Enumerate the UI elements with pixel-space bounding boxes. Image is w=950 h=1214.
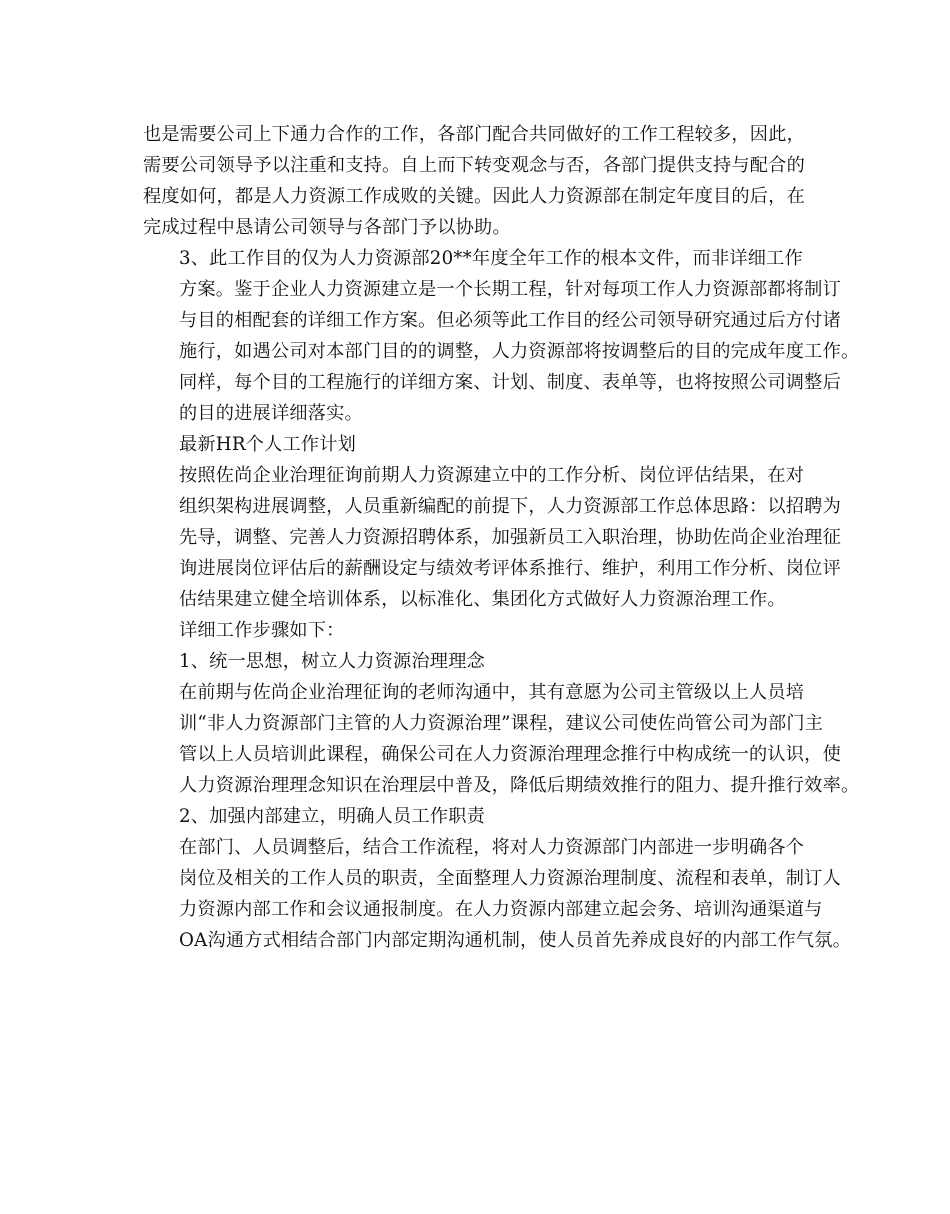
text-line: 2、加强内部建立，明确人员工作职责 — [179, 806, 485, 827]
step-heading-1 — [143, 646, 828, 677]
text-line: 需要公司领导予以注重和支持。自上而下转变观念与否，各部门提供支持与配合的 — [143, 155, 805, 176]
text-line: 3、此工作目的仅为人力资源部20**年度全年工作的根本文件，而非详细工作 — [179, 248, 803, 269]
text-line: 与目的相配套的详细工作方案。但必须等此工作目的经公司领导研究通过后方付诸 — [179, 310, 841, 331]
text-line: 在前期与佐尚企业治理征询的老师沟通中，其有意愿为公司主管级以上人员培 — [179, 682, 805, 703]
step-heading-2 — [143, 801, 828, 832]
text-line: 按照佐尚企业治理征询前期人力资源建立中的工作分析、岗位评估结果，在对 — [179, 465, 805, 486]
text-line: 同样，每个目的工程施行的详细方案、计划、制度、表单等，也将按照公司调整后 — [179, 372, 841, 393]
paragraph-continuation — [143, 119, 828, 243]
paragraph-step-2 — [143, 832, 852, 956]
text-line: 先导，调整、完善人力资源招聘体系，加强新员工入职治理，协助佐尚企业治理征 — [179, 527, 841, 548]
text-line: 训“非人力资源部门主管的人力资源治理”课程，建议公司使佐尚管公司为部门主 — [179, 713, 824, 734]
text-line: 也是需要公司上下通力合作的工作，各部门配合共同做好的工作工程较多，因此， — [143, 124, 805, 145]
paragraph-overview — [143, 460, 841, 615]
text-line: 人力资源治理理念知识在治理层中普及，降低后期绩效推行的阻力、提升推行效率。 — [179, 775, 860, 796]
text-line: 岗位及相关的工作人员的职责，全面整理人力资源治理制度、流程和表单，制订人 — [179, 868, 841, 889]
text-line: 组织架构进展调整，人员重新编配的前提下，人力资源部工作总体思路：以招聘为 — [179, 496, 841, 517]
section-heading — [143, 429, 828, 460]
paragraph-step-1 — [143, 677, 860, 801]
steps-intro — [143, 615, 828, 646]
text-line: 完成过程中恳请公司领导与各部门予以协助。 — [143, 217, 511, 238]
text-line: 施行，如遇公司对本部门目的的调整，人力资源部将按调整后的目的完成年度工作。 — [179, 341, 860, 362]
text-line: OA沟通方式相结合部门内部定期沟通机制，使人员首先养成良好的内部工作气氛。 — [179, 930, 852, 951]
text-line: 程度如何，都是人力资源工作成败的关键。因此人力资源部在制定年度目的后，在 — [143, 186, 805, 207]
text-line: 询进展岗位评估后的薪酬设定与绩效考评体系推行、维护，利用工作分析、岗位评 — [179, 558, 841, 579]
text-line: 估结果建立健全培训体系，以标准化、集团化方式做好人力资源治理工作。 — [179, 589, 786, 610]
text-line: 力资源内部工作和会议通报制度。在人力资源内部建立起会务、培训沟通渠道与 — [179, 899, 823, 920]
text-line: 详细工作步骤如下： — [179, 620, 345, 641]
text-line: 1、统一思想，树立人力资源治理理念 — [179, 651, 485, 672]
heading-text: 最新HR个人工作计划 — [179, 434, 357, 455]
text-line: 方案。鉴于企业人力资源建立是一个长期工程，针对每项工作人力资源部都将制订 — [179, 279, 841, 300]
document-page — [143, 119, 860, 956]
paragraph-item-3 — [143, 243, 860, 429]
text-line: 管以上人员培训此课程，确保公司在人力资源治理理念推行中构成统一的认识，使 — [179, 744, 841, 765]
text-line: 在部门、人员调整后，结合工作流程，将对人力资源部门内部进一步明确各个 — [179, 837, 805, 858]
text-line: 的目的进展详细落实。 — [179, 403, 363, 424]
